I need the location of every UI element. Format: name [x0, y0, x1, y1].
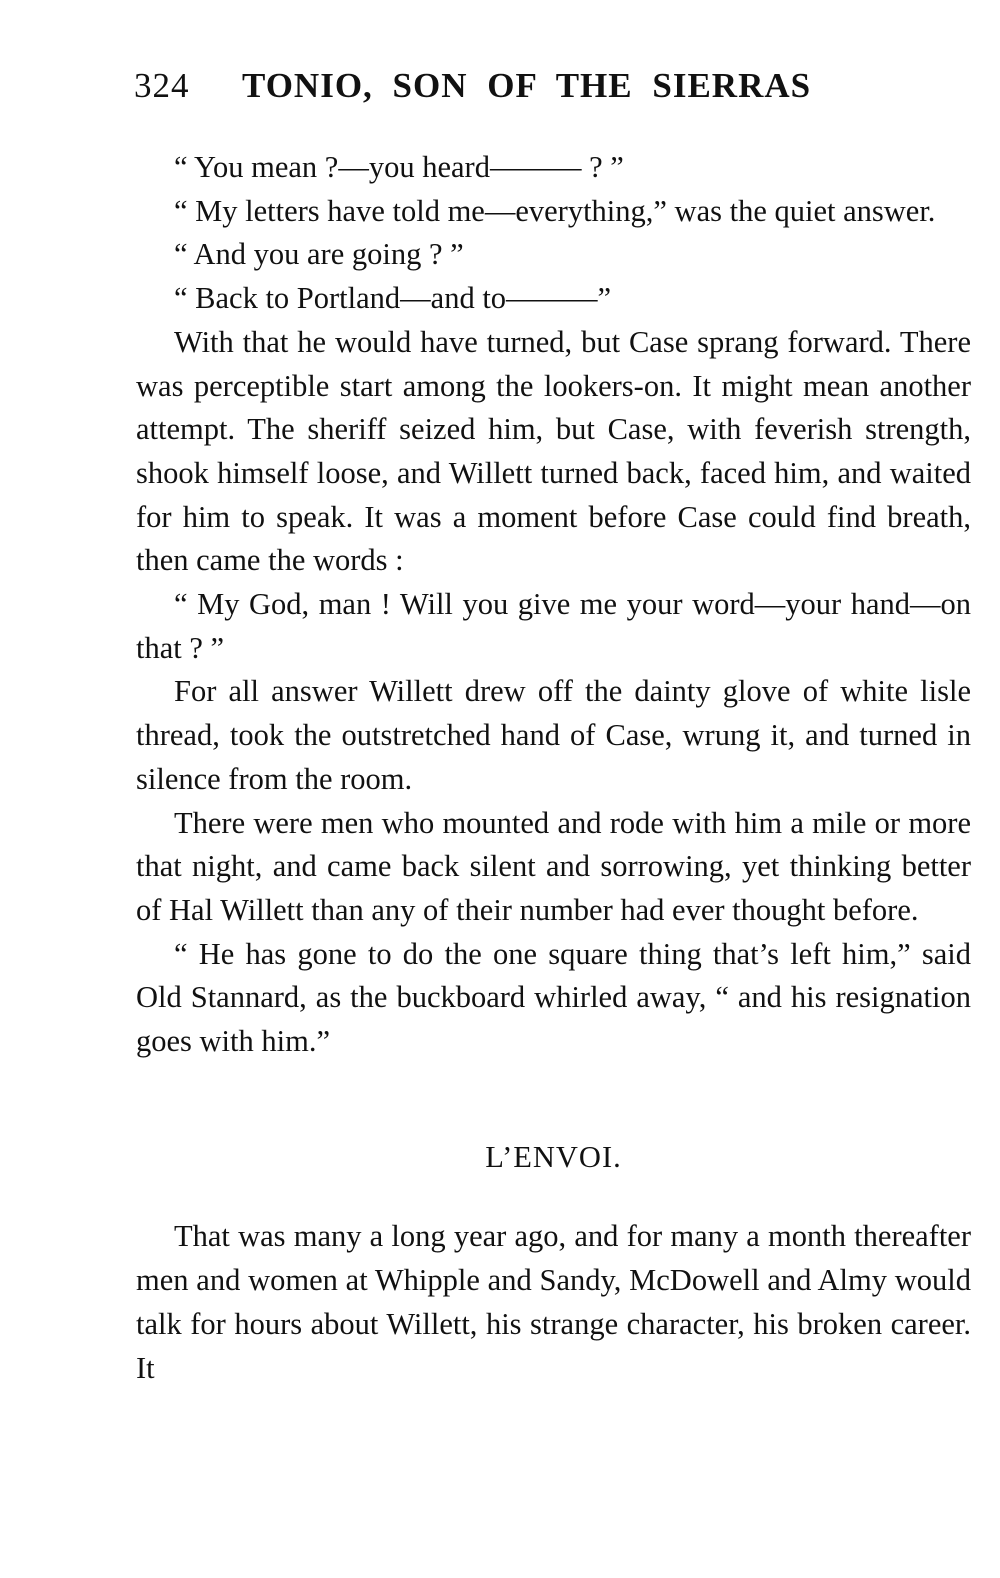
paragraph: “ My God, man ! Will you give me your word—your hand—on that ? ”	[136, 587, 971, 665]
paragraph: For all answer Willett drew off the dainty glove of white lisle thread, took the outstretched hand of Case, wrung it, and turned in silence from the room.	[136, 674, 971, 796]
section-opening-paragraph: That was many a long year ago, and for many a month thereafter men and women at Whipple and Sandy, McDowell and Almy would talk for hours about Willett, his strange character, his broken career. It	[136, 1219, 971, 1385]
paragraph: There were men who mounted and rode with him a mile or more that night, and came back silent and sorrowing, yet thinking better of Hal Willett than any of their number had ever thought before.	[136, 805, 971, 927]
body-text	[136, 146, 971, 1390]
page-number: 324	[134, 66, 190, 105]
running-head	[134, 66, 904, 116]
paragraph: “ Back to Portland—and to———”	[174, 281, 612, 316]
paragraph: “ You mean ?—you heard——— ? ”	[174, 150, 624, 184]
section-heading: L’ENVOI.	[485, 1139, 622, 1174]
running-title: TONIO, SON OF THE SIERRAS	[242, 66, 812, 105]
paragraph: “ He has gone to do the one square thing that’s left him,” said Old Stannard, as the buckboard whirled away, “ and his resignation goes with him.”	[136, 936, 971, 1059]
paragraph: “ My letters have told me—everything,” was the quiet answer.	[174, 193, 936, 228]
paragraph: “ And you are going ? ”	[174, 237, 464, 272]
paragraph: With that he would have turned, but Case sprang forward. There was perceptible start among the lookers-on. It might mean another attempt. The sheriff seized him, but Case, with feverish strength, shook himself loose, and Willett turned back, faced him, and waited for him to speak. It was a moment before Case could find breath, then came the words :	[136, 324, 971, 578]
